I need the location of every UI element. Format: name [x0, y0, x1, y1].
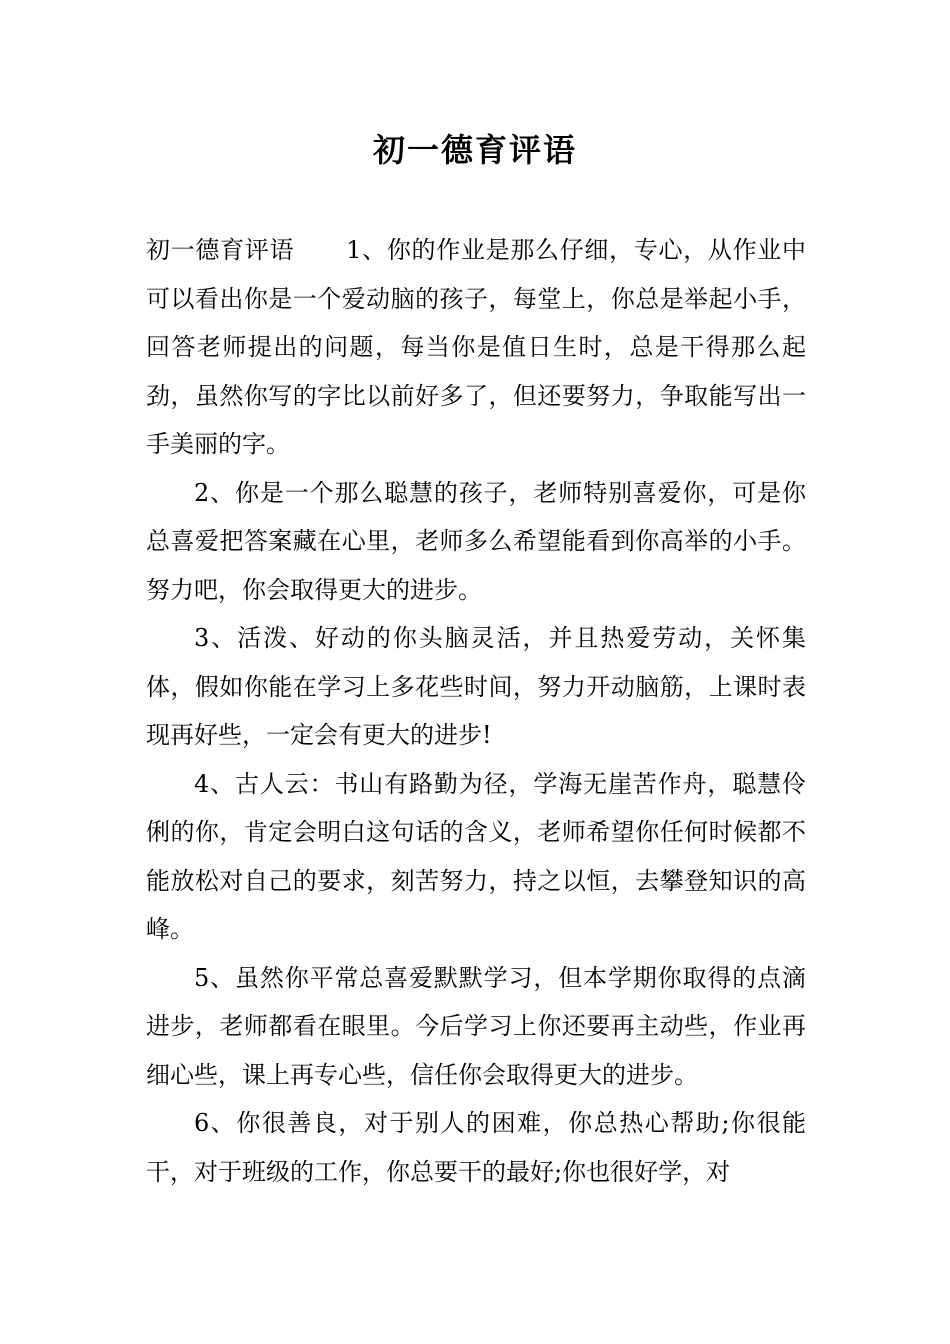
paragraph-4: 4、古人云：书山有路勤为径，学海无崖苦作舟，聪慧伶俐的你，肯定会明白这句话的含义，老师希望你任何时候都不能放松对自己的要求，刻苦努力，持之以恒，去攀登知识的高峰。	[146, 769, 806, 943]
document-title: 初一德育评语	[372, 131, 577, 169]
document-body	[146, 226, 806, 1196]
paragraph-1-text: 1、你的作业是那么仔细，专心，从作业中可以看出你是一个爱动脑的孩子，每堂上，你总是举起小手，回答老师提出的问题，每当你是值日生时，总是干得那么起劲，虽然你写的字比以前好多了，但还要努力，争取能写出一手美丽的字。	[146, 236, 806, 458]
lead-label: 初一德育评语	[146, 236, 295, 264]
paragraph-1	[146, 226, 806, 469]
paragraph-6: 6、你很善良，对于别人的困难，你总热心帮助;你很能干，对于班级的工作，你总要干的最好;你也很好学，对	[146, 1109, 806, 1186]
paragraph-5: 5、虽然你平常总喜爱默默学习，但本学期你取得的点滴进步，老师都看在眼里。今后学习上你还要再主动些，作业再细心些，课上再专心些，信任你会取得更大的进步。	[146, 963, 806, 1089]
paragraph-3: 3、活泼、好动的你头脑灵活，并且热爱劳动，关怀集体，假如你能在学习上多花些时间，努力开动脑筋，上课时表现再好些，一定会有更大的进步!	[146, 624, 806, 749]
paragraph-2: 2、你是一个那么聪慧的孩子，老师特别喜爱你，可是你总喜爱把答案藏在心里，老师多么希望能看到你高举的小手。努力吧，你会取得更大的进步。	[146, 478, 806, 604]
